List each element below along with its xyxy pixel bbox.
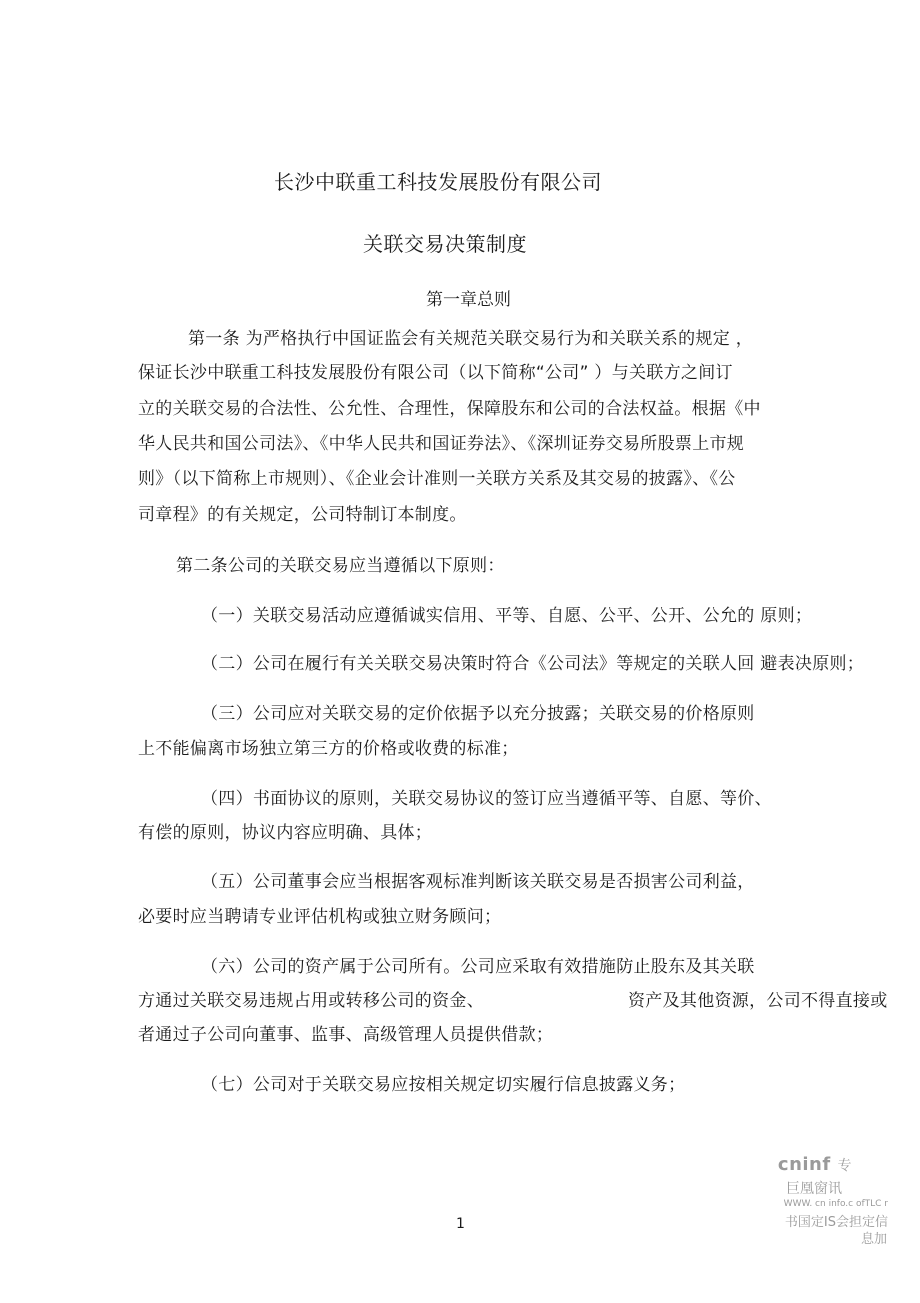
principle-6-line-3: 者通过子公司向董事、监事、高级管理人员提供借款； — [138, 1025, 554, 1045]
watermark-brand-suffix: 专 — [837, 1158, 852, 1174]
principle-5-line-1: （五）公司董事会应当根据客观标准判断该关联交易是否损害公司利益， — [201, 872, 755, 892]
watermark-url: WWW. cn info.c ofTLC r — [783, 1199, 888, 1209]
watermark-line-1: 书国定IS会担定信 — [784, 1215, 888, 1230]
principle-7: （七）公司对于关联交易应按相关规定切实履行信息披露义务； — [201, 1075, 686, 1095]
article-1-line-2: 保证长沙中联重工科技发展股份有限公司（以下简称“公司” ）与关联方之间订 — [138, 363, 733, 383]
article-2-heading: 第二条公司的关联交易应当遵循以下原则： — [176, 556, 505, 576]
principle-6-line-2a: 方通过关联交易违规占用或转移公司的资金、 — [138, 991, 484, 1011]
principle-4-line-1: （四）书面协议的原则，关联交易协议的签订应当遵循平等、自愿、等价、 — [201, 789, 772, 809]
principle-4-line-2: 有偿的原则，协议内容应明确、具体； — [138, 823, 433, 843]
company-name-heading: 长沙中联重工科技发展股份有限公司 — [274, 170, 602, 194]
article-1-line-6: 司章程》的有关规定，公司特制订本制度。 — [138, 505, 467, 525]
watermark-brand-text: cninf — [777, 1154, 831, 1175]
principle-3-line-2: 上不能偏离市场独立第三方的价格或收费的标准； — [138, 739, 519, 759]
article-1-line-4: 华人民共和国公司法》、《中华人民共和国证券法》、《深圳证券交易所股票上市规 — [138, 434, 745, 454]
article-1-line-3: 立的关联交易的合法性、公允性、合理性，保障股东和公司的合法权益。根据《中 — [138, 399, 761, 419]
watermark-cn-name: 巨凰窗讯 — [786, 1181, 842, 1197]
document-title: 关联交易决策制度 — [363, 232, 527, 256]
watermark-line-2: 息加 — [860, 1232, 887, 1247]
principle-1: （一）关联交易活动应遵循诚实信用、平等、自愿、公平、公开、公允的 原则； — [201, 606, 813, 626]
page-number: 1 — [456, 1216, 465, 1232]
principle-5-line-2: 必要时应当聘请专业评估机构或独立财务顾问； — [138, 907, 502, 927]
principle-6-line-1: （六）公司的资产属于公司所有。公司应采取有效措施防止股东及其关联 — [201, 957, 755, 977]
chapter-heading: 第一章总则 — [426, 290, 511, 310]
principle-3-line-1: （三）公司应对关联交易的定价依据予以充分披露；关联交易的价格原则 — [201, 704, 755, 724]
article-1-line-1: 第一条 为严格执行中国证监会有关规范关联交易行为和关联关系的规定 ， — [188, 329, 754, 349]
principle-6-line-2b: 资产及其他资源，公司不得直接或 — [628, 991, 888, 1011]
principle-2: （二）公司在履行有关关联交易决策时符合《公司法》等规定的关联人回 避表决原则； — [201, 654, 865, 674]
watermark-brand — [778, 1154, 852, 1175]
article-1-line-5: 则》（以下简称上市规则）、《企业会计准则一关联方关系及其交易的披露》、《公 — [138, 469, 736, 489]
